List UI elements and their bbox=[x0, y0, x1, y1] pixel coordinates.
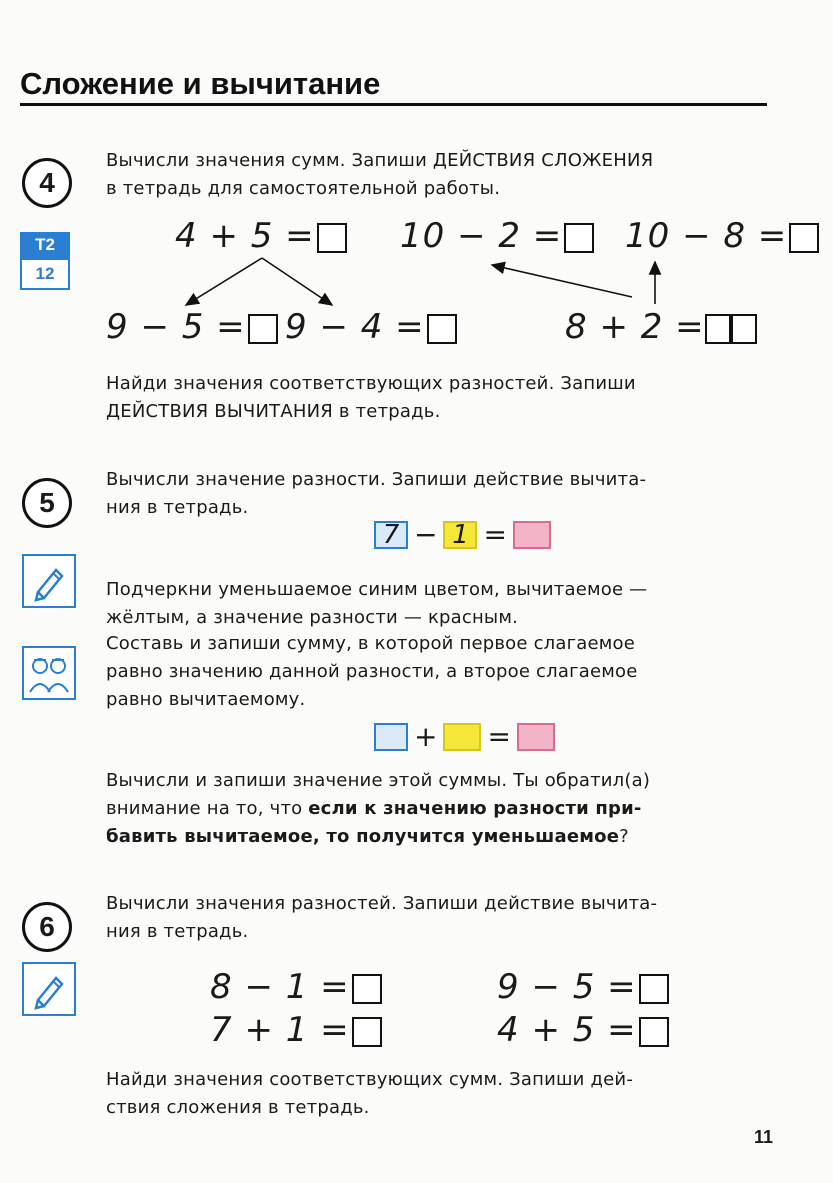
expr-text: 10 − 2 = bbox=[400, 216, 563, 256]
task-5-p3-line-2 bbox=[106, 795, 650, 823]
task-4-followup bbox=[106, 370, 636, 426]
task-5-p1-line-2: жёлтым, а значение разности — красным. bbox=[106, 607, 519, 628]
arrow-to-9-4 bbox=[262, 258, 332, 305]
equals-sign: = bbox=[483, 518, 507, 551]
task-5-p3-line-3 bbox=[106, 823, 650, 851]
expr-8-plus-2 bbox=[565, 307, 757, 347]
expr-text: 4 + 5 = bbox=[175, 216, 315, 256]
pencil-icon bbox=[22, 554, 76, 608]
task-5-paragraph-3 bbox=[106, 767, 650, 851]
minuend-box: 7 bbox=[374, 521, 408, 549]
expr-9-minus-5 bbox=[106, 307, 278, 347]
answer-box-tens[interactable] bbox=[705, 314, 731, 344]
badge-top: Т2 bbox=[20, 232, 70, 258]
answer-box[interactable] bbox=[639, 1017, 669, 1047]
expr-text: 9 − 5 = bbox=[497, 967, 637, 1007]
task-5-p1-line-1: Подчеркни уменьшаемое синим цветом, вычитаемое — bbox=[106, 579, 648, 600]
expr-text: 7 + 1 = bbox=[210, 1010, 350, 1050]
task-6-followup-line-1: Найди значения соответствующих сумм. Запиши дей- bbox=[106, 1069, 634, 1090]
task-5-p2-line-3: равно вычитаемому. bbox=[106, 689, 306, 710]
subtrahend-box: 1 bbox=[443, 521, 477, 549]
difference-equation bbox=[374, 518, 551, 551]
first-addend-box[interactable] bbox=[374, 723, 408, 751]
sum-box[interactable] bbox=[517, 723, 555, 751]
expr-7-plus-1 bbox=[210, 1010, 382, 1050]
task-5-line-1: Вычисли значение разности. Запиши действие вычита- bbox=[106, 469, 647, 490]
expr-4-plus-5-b bbox=[497, 1010, 669, 1050]
task-4-number: 4 bbox=[22, 158, 72, 208]
expr-text: 4 + 5 = bbox=[497, 1010, 637, 1050]
task-5-p2-line-2: равно значению данной разности, а второе слагаемое bbox=[106, 661, 638, 682]
answer-box[interactable] bbox=[352, 974, 382, 1004]
arrow-to-9-5 bbox=[186, 258, 262, 305]
task-4-followup-line-2: ДЕЙСТВИЯ ВЫЧИТАНИЯ в тетрадь. bbox=[106, 401, 441, 422]
badge-bottom: 12 bbox=[20, 258, 70, 290]
task-5-p3-line-1: Вычисли и запиши значение этой суммы. Ты обратил(а) bbox=[106, 770, 651, 791]
plus-sign: + bbox=[414, 720, 438, 753]
task-5-line-2: ния в тетрадь. bbox=[106, 497, 249, 518]
task-5-instructions bbox=[106, 466, 646, 522]
answer-box[interactable] bbox=[427, 314, 457, 344]
pencil-icon bbox=[22, 962, 76, 1016]
expr-text: 10 − 8 = bbox=[625, 216, 788, 256]
task-5-p2-line-1: Составь и запиши сумму, в которой первое слагаемое bbox=[106, 633, 636, 654]
task-5-paragraph-1 bbox=[106, 576, 647, 632]
pair-work-icon bbox=[22, 646, 76, 700]
task-6-followup-line-2: ствия сложения в тетрадь. bbox=[106, 1097, 370, 1118]
answer-box[interactable] bbox=[352, 1017, 382, 1047]
task-4-followup-line-1: Найди значения соответствующих разностей. Запиши bbox=[106, 373, 636, 394]
plain-text: внимание на то, что bbox=[106, 798, 309, 819]
answer-box[interactable] bbox=[248, 314, 278, 344]
bold-text: бавить вычитаемое, то получится уменьшаемое bbox=[106, 826, 620, 847]
equals-sign-2: = bbox=[487, 720, 511, 753]
sum-equation bbox=[374, 720, 555, 753]
page-title: Сложение и вычитание bbox=[20, 66, 381, 101]
difference-box[interactable] bbox=[513, 521, 551, 549]
expr-8-minus-1 bbox=[210, 967, 382, 1007]
arrow-to-10-2 bbox=[492, 265, 632, 297]
expr-9-minus-5-b bbox=[497, 967, 669, 1007]
answer-box-units[interactable] bbox=[731, 314, 757, 344]
expr-9-minus-4 bbox=[285, 307, 457, 347]
expr-text: 9 − 5 = bbox=[106, 307, 246, 347]
task-6-followup bbox=[106, 1066, 633, 1122]
task-6-line-2: ния в тетрадь. bbox=[106, 921, 249, 942]
plain-text: ? bbox=[619, 826, 629, 847]
task-6-instructions bbox=[106, 890, 657, 946]
task-4-line-1: Вычисли значения сумм. Запиши ДЕЙСТВИЯ СЛОЖЕНИЯ bbox=[106, 150, 654, 171]
expr-text: 8 − 1 = bbox=[210, 967, 350, 1007]
task-6-number: 6 bbox=[22, 902, 72, 952]
minus-sign: − bbox=[414, 518, 438, 551]
task-6-line-1: Вычисли значения разностей. Запиши действие вычита- bbox=[106, 893, 658, 914]
expr-text: 8 + 2 = bbox=[565, 307, 705, 347]
expr-text: 9 − 4 = bbox=[285, 307, 425, 347]
task-5-paragraph-2 bbox=[106, 630, 638, 714]
page-number: 11 bbox=[753, 1127, 773, 1147]
task-5-number: 5 bbox=[22, 478, 72, 528]
answer-box[interactable] bbox=[639, 974, 669, 1004]
bold-text: если к значению разности при- bbox=[308, 798, 642, 819]
task-4-line-2: в тетрадь для самостоятельной работы. bbox=[106, 178, 501, 199]
second-addend-box[interactable] bbox=[443, 723, 481, 751]
